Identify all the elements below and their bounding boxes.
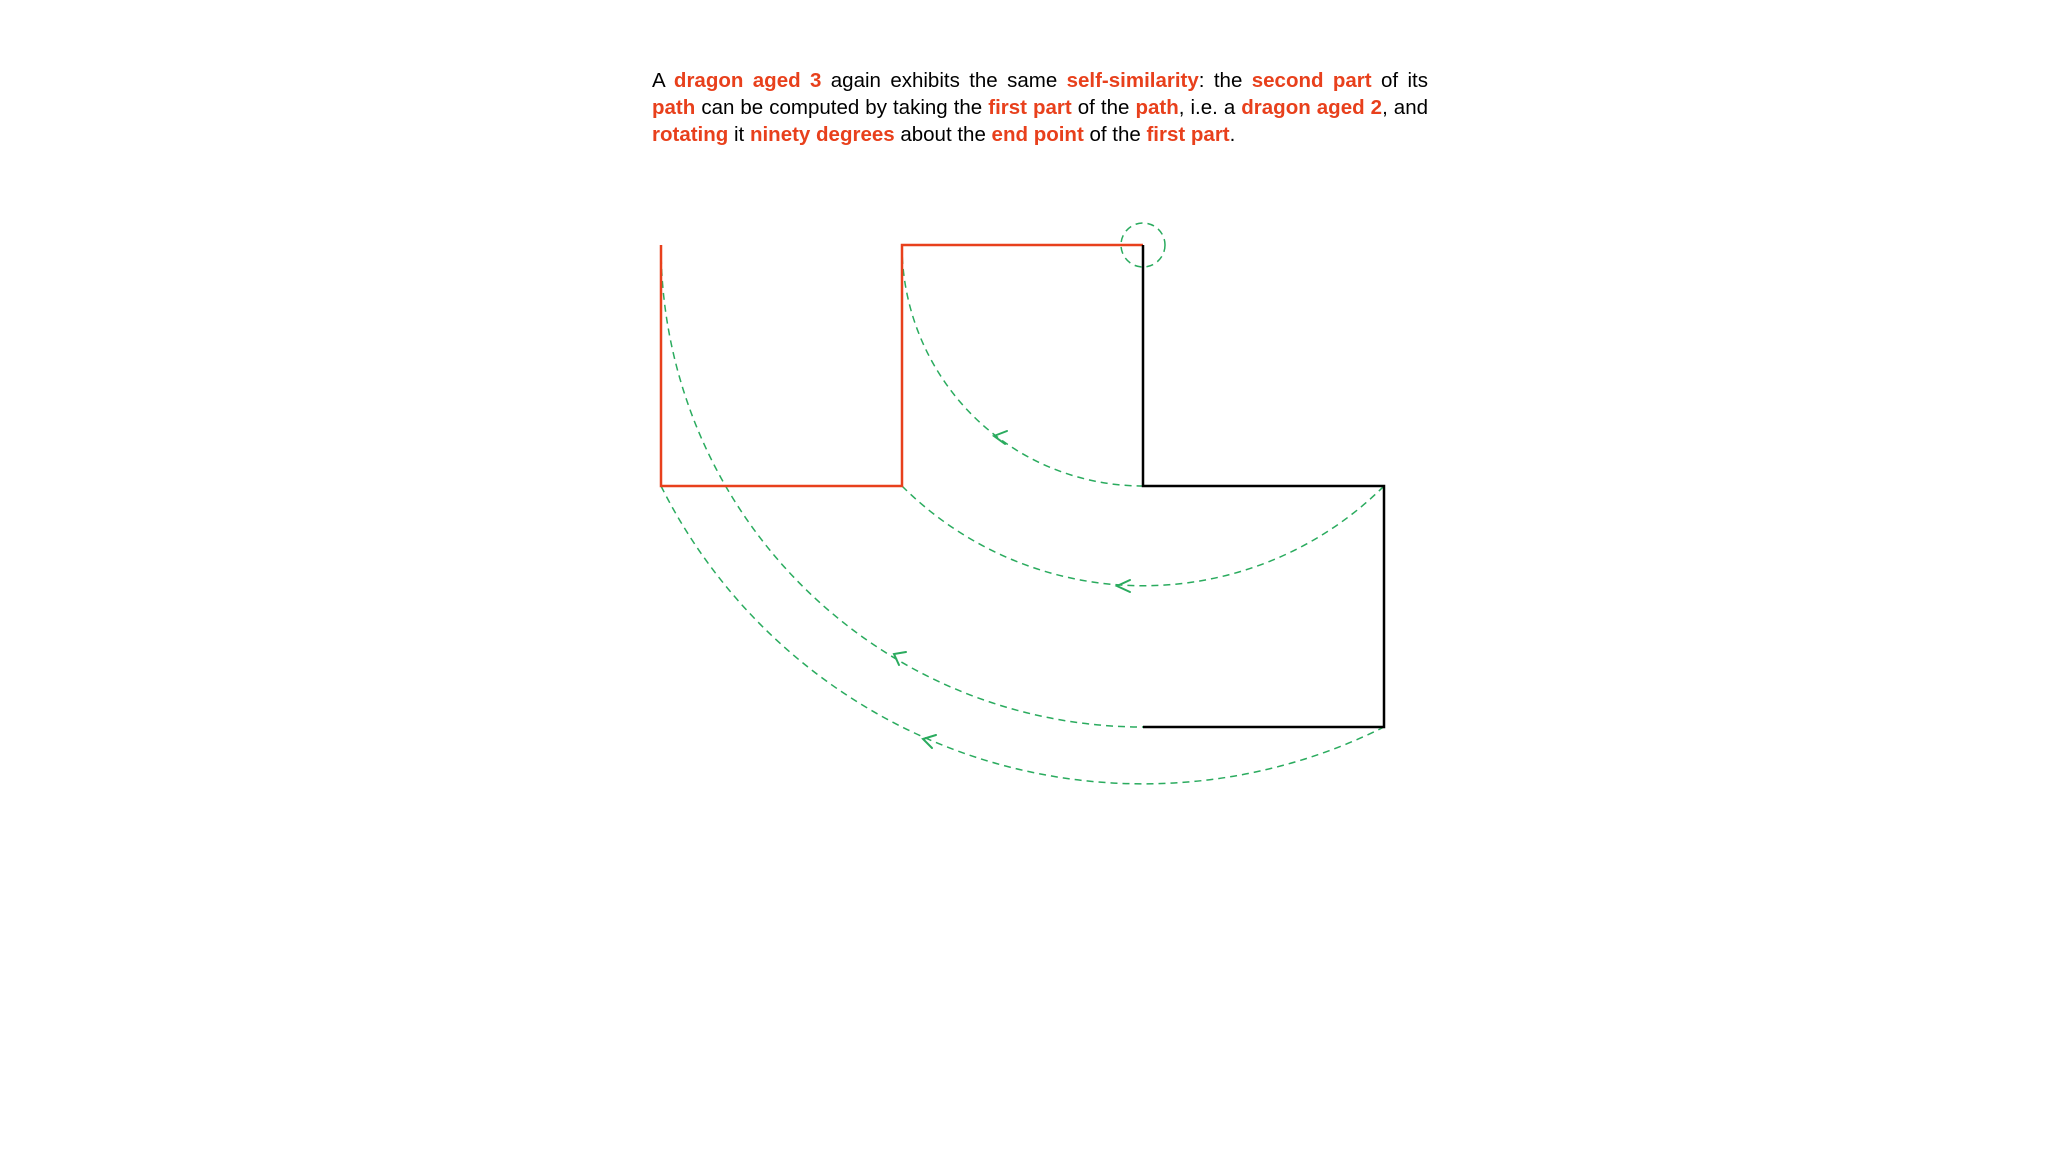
caption-fragment: can be computed by taking the (695, 95, 989, 119)
caption-fragment: of its (1371, 68, 1428, 92)
caption-keyword: dragon aged 2 (1241, 95, 1383, 119)
caption-fragment: . (1229, 122, 1236, 146)
caption-fragment: about the (894, 122, 992, 146)
caption-keyword: rotating (652, 122, 729, 146)
first-part-path (661, 245, 1143, 486)
caption-fragment: , and (1382, 95, 1429, 119)
rotation-arc-1 (902, 245, 1143, 486)
caption-keyword: end point (991, 122, 1084, 146)
caption-keyword: self-similarity (1066, 68, 1199, 92)
caption-keyword: second part (1251, 68, 1372, 92)
caption-fragment: again exhibits the same (821, 68, 1067, 92)
caption-fragment: it (728, 122, 750, 146)
caption-fragment: of the (1071, 95, 1136, 119)
caption-keyword: ninety degrees (749, 122, 895, 146)
caption-fragment: , i.e. a (1178, 95, 1242, 119)
caption-keyword: path (1135, 95, 1179, 119)
caption-fragment: of the (1083, 122, 1147, 146)
caption-fragment: A (652, 68, 674, 92)
caption-keyword: dragon aged 3 (673, 68, 822, 92)
caption-fragment: : the (1198, 68, 1252, 92)
caption-keyword: path (652, 95, 696, 119)
rotation-arc-4 (661, 486, 1384, 784)
arrowhead-arc-4 (923, 735, 936, 748)
rotation-arc-2 (902, 486, 1384, 586)
second-part-path (1143, 245, 1384, 727)
caption-keyword: first part (988, 95, 1072, 119)
caption-keyword: first part (1146, 122, 1230, 146)
